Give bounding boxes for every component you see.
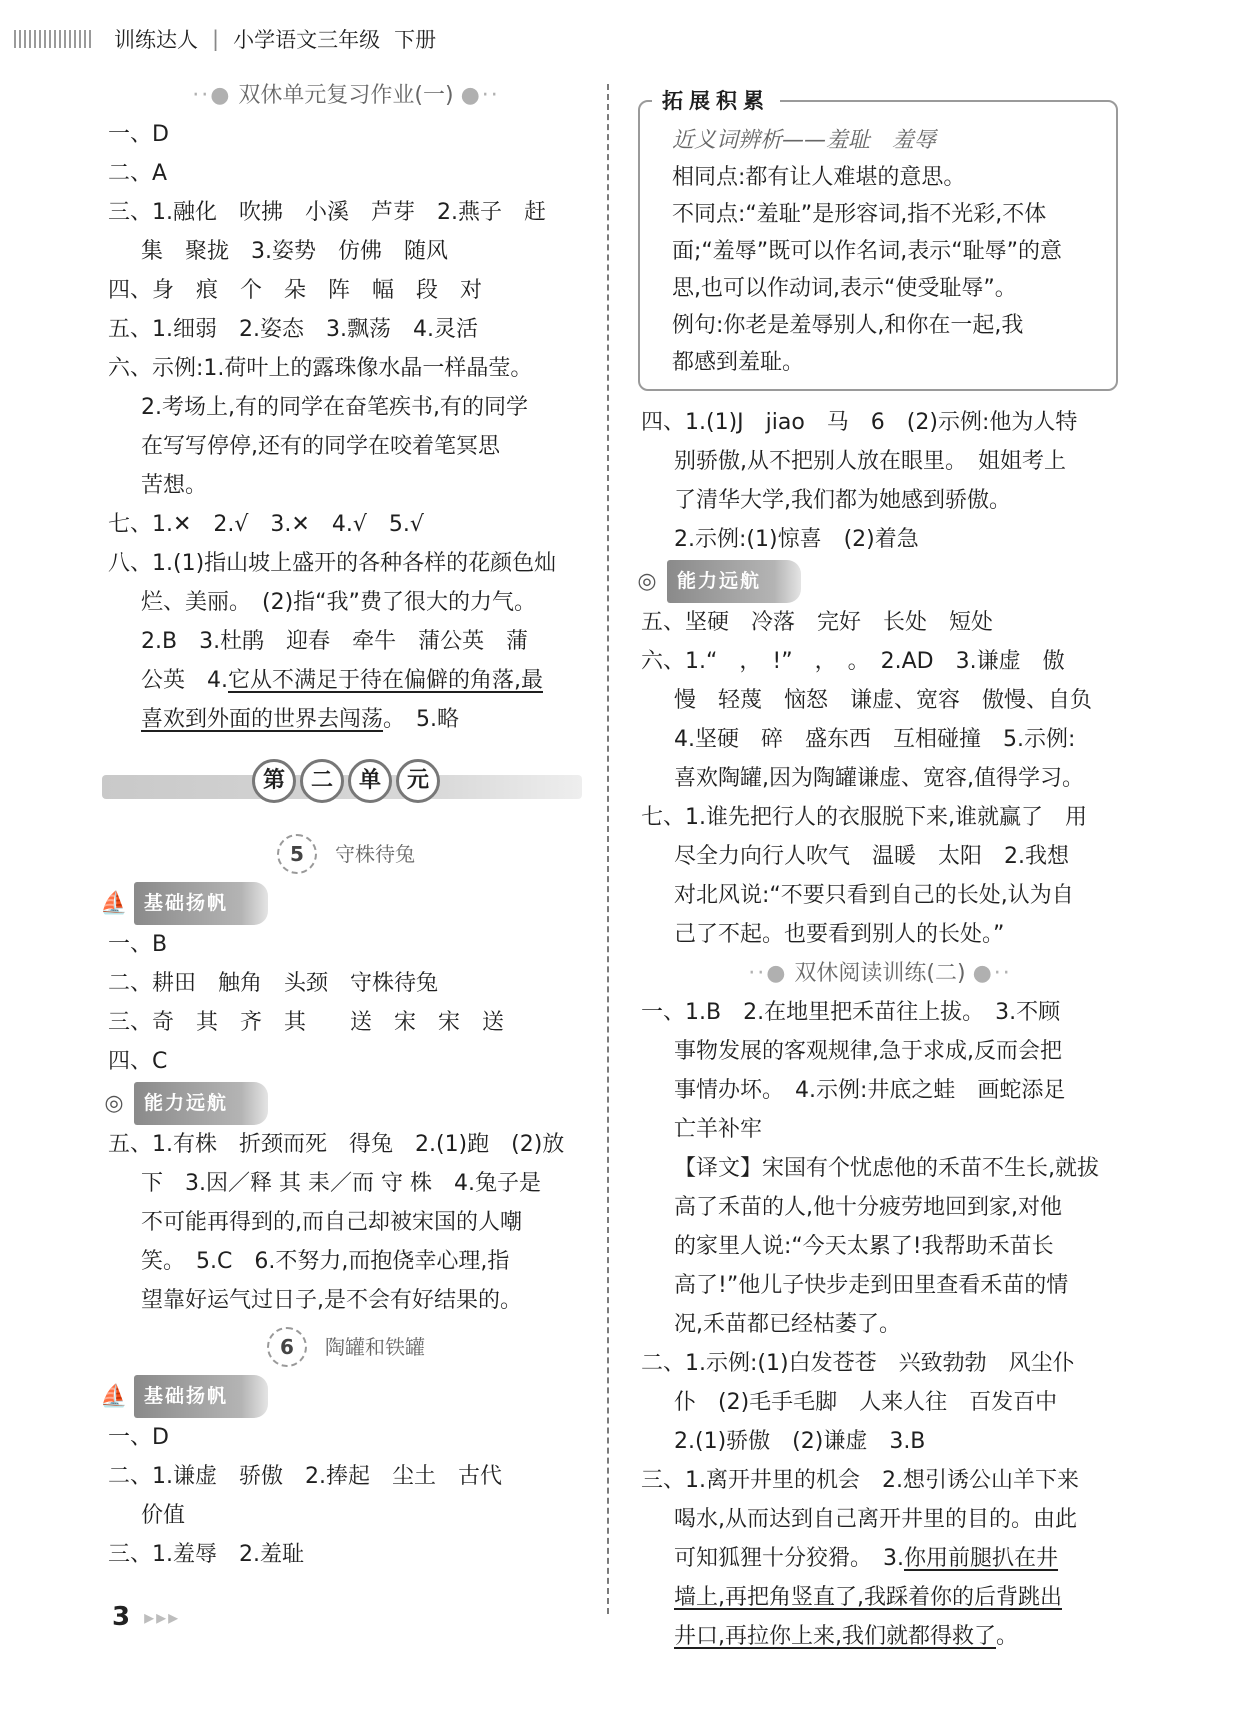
answer-line: 望靠好运气过日子,是不会有好结果的。 (141, 1288, 522, 1313)
series-title: 训练达人 (114, 28, 198, 52)
answer-line: 四、身 痕 个 朵 阵 幅 段 对 (108, 278, 483, 303)
unit-char: 二 (300, 759, 344, 803)
answer-line: 对北风说:“不要只看到自己的长处,认为自 (674, 883, 1074, 908)
answer-line: 在写写停停,还有的同学在咬着笔冥思 (141, 434, 500, 459)
target-icon: ◎ (637, 568, 657, 594)
answer-line: 高了!”他儿子快步走到田里查看禾苗的情 (674, 1273, 1069, 1298)
answer-line: 五、1.细弱 2.姿态 3.飘荡 4.灵活 (108, 317, 478, 342)
answer-line: 价值 (141, 1503, 186, 1528)
answer-line: 【译文】宋国有个忧虑他的禾苗不生长,就拔 (674, 1156, 1099, 1181)
answer-text: 。 5.略 (383, 707, 460, 732)
answer-line: 的家里人说:“今天太累了!我帮助禾苗长 (674, 1234, 1054, 1259)
answer-line: 八、1.(1)指山坡上盛开的各种各样的花颜色灿 (108, 551, 557, 576)
unit-char: 第 (252, 759, 296, 803)
answer-line (641, 1539, 1119, 1578)
dots-right-icon: ●·· (460, 83, 500, 108)
section-title-reading-2 (641, 954, 1119, 993)
answer-line: 事情办坏。 4.示例:井底之蛙 画蛇添足 (674, 1078, 1066, 1103)
answer-line: 喝水,从而达到自己离开井里的目的。由此 (674, 1507, 1077, 1532)
sailboat-icon: ⛵ (100, 1383, 128, 1409)
answer-line: 别骄傲,从不把别人放在眼里。 姐姐考上 (674, 449, 1066, 474)
answer-line (108, 661, 584, 700)
dots-left-icon: ··● (192, 83, 232, 108)
answer-line: 4.坚硬 碎 盛东西 互相碰撞 5.示例: (674, 727, 1076, 752)
tag-basic (100, 881, 584, 925)
box-line: 面;“羞辱”既可以作名词,表示“耻辱”的意 (672, 239, 1062, 264)
box-subhead: 近义词辨析——羞耻 羞辱 (672, 128, 937, 153)
volume-title: 下册 (394, 28, 437, 52)
dots-left-icon: ··● (748, 961, 788, 986)
answer-line: 尽全力向行人吹气 温暖 太阳 2.我想 (674, 844, 1069, 869)
tag-ability (100, 1081, 584, 1125)
target-icon: ◎ (104, 1090, 124, 1116)
tag-label: 能力远航 (134, 1082, 268, 1125)
header-separator: | (212, 27, 220, 51)
answer-text: 。 (996, 1624, 1019, 1649)
answer-line: 2.(1)骄傲 (2)谦虚 3.B (674, 1429, 926, 1454)
answer-line: 慢 轻蔑 恼怒 谦虚、宽容 傲慢、自负 (674, 688, 1093, 713)
answer-line: 七、1.谁先把行人的衣服脱下来,谁就赢了 用 (641, 805, 1087, 830)
answer-line: 四、C (108, 1049, 168, 1074)
answer-line: 三、奇 其 齐 其 送 宋 宋 送 (108, 1010, 505, 1035)
page-header (14, 22, 436, 56)
answer-line: 六、示例:1.荷叶上的露珠像水晶一样晶莹。 (108, 356, 533, 381)
extension-box-title: 拓展积累 (652, 86, 780, 116)
answer-line: 况,禾苗都已经枯萎了。 (674, 1312, 901, 1337)
answer-line: 七、1.✕ 2.√ 3.✕ 4.√ 5.√ (108, 512, 424, 537)
answer-line: 二、耕田 触角 头颈 守株待兔 (108, 971, 439, 996)
answer-line: 笑。 5.C 6.不努力,而抱侥幸心理,指 (141, 1249, 510, 1274)
section-title-text: 双休阅读训练(二) (794, 961, 966, 986)
answer-line: 五、坚硬 冷落 完好 长处 短处 (641, 610, 994, 635)
answer-line: 不可能再得到的,而自己却被宋国的人嘲 (141, 1210, 522, 1235)
answer-line: 下 3.因／释 其 耒／而 守 株 4.兔子是 (141, 1171, 541, 1196)
tag-label: 能力远航 (667, 560, 801, 603)
section-title-review-1 (108, 76, 584, 115)
answer-line: 集 聚拢 3.姿势 仿佛 随风 (141, 239, 448, 264)
underlined-answer: 喜欢到外面的世界去闯荡 (141, 707, 384, 732)
underlined-answer: 井口,再拉你上来,我们就都得救了 (674, 1624, 996, 1649)
lesson-heading-6 (108, 1320, 584, 1374)
answer-line: 三、1.羞辱 2.羞耻 (108, 1542, 304, 1567)
underlined-answer: 墙上,再把角竖直了,我踩着你的后背跳出 (674, 1585, 1062, 1610)
tag-ability (633, 559, 1119, 603)
sailboat-icon: ⛵ (100, 890, 128, 916)
answer-line: 仆 (2)毛手毛脚 人来人往 百发百中 (674, 1390, 1058, 1415)
extension-box (638, 89, 1118, 391)
answer-line: 喜欢陶罐,因为陶罐谦虚、宽容,值得学习。 (674, 766, 1084, 791)
left-column (100, 76, 584, 1574)
answer-line: 己了不起。也要看到别人的长处。” (674, 922, 1005, 947)
unit-char: 单 (348, 759, 392, 803)
answer-line: 三、1.融化 吹拂 小溪 芦芽 2.燕子 赶 (108, 200, 546, 225)
underlined-answer: 它从不满足于待在偏僻的角落,最 (228, 668, 543, 693)
lesson-number-badge: 6 (267, 1327, 307, 1367)
answer-line (641, 1578, 1119, 1617)
answer-line: 苦想。 (141, 473, 208, 498)
answer-line: 三、1.离开井里的机会 2.想引诱公山羊下来 (641, 1468, 1079, 1493)
column-divider (607, 84, 609, 1614)
arrow-icon: ▸▸▸ (144, 1605, 181, 1629)
answer-line: 了清华大学,我们都为她感到骄傲。 (674, 488, 1011, 513)
answer-line: 烂、美丽。 (2)指“我”费了很大的力气。 (141, 590, 536, 615)
answer-text: 公英 4. (141, 668, 228, 693)
lesson-title: 陶罐和铁罐 (325, 1334, 425, 1359)
answer-line: 六、1.“ ， !” ， 。 2.AD 3.谦虚 傲 (641, 649, 1065, 674)
box-line: 不同点:“羞耻”是形容词,指不光彩,不体 (672, 202, 1047, 227)
dots-right-icon: ●·· (972, 961, 1012, 986)
lesson-heading-5 (108, 827, 584, 881)
answer-line: 2.考场上,有的同学在奋笔疾书,有的同学 (141, 395, 528, 420)
answer-line: 五、1.有株 折颈而死 得兔 2.(1)跑 (2)放 (108, 1132, 565, 1157)
box-line: 相同点:都有让人难堪的意思。 (672, 165, 966, 190)
subject-title: 小学语文三年级 (233, 28, 381, 52)
lesson-title: 守株待兔 (335, 841, 415, 866)
header-barcode-decoration (14, 30, 92, 48)
box-line: 例句:你老是羞辱别人,和你在一起,我 (672, 313, 1024, 338)
right-column (637, 76, 1119, 1656)
answer-line: 一、D (108, 1425, 169, 1450)
answer-line (641, 1617, 1119, 1656)
unit-banner-chars (252, 759, 444, 803)
lesson-number-badge: 5 (277, 834, 317, 874)
tag-label: 基础扬帆 (134, 882, 268, 925)
answer-line: 事物发展的客观规律,急于求成,反而会把 (674, 1039, 1062, 1064)
answer-line: 四、1.(1)J jiao 马 6 (2)示例:他为人特 (641, 410, 1078, 435)
box-line: 都感到羞耻。 (672, 350, 805, 375)
answer-line: 二、1.谦虚 骄傲 2.捧起 尘土 古代 (108, 1464, 502, 1489)
answer-line: 2.B 3.杜鹃 迎春 牵牛 蒲公英 蒲 (141, 629, 529, 654)
unit-char: 元 (396, 759, 440, 803)
answer-line: 一、B (108, 932, 168, 957)
tag-basic (100, 1374, 584, 1418)
answer-line: 高了禾苗的人,他十分疲劳地回到家,对他 (674, 1195, 1062, 1220)
answer-line: 一、1.B 2.在地里把禾苗往上拔。 3.不顾 (641, 1000, 1061, 1025)
answer-line: 二、1.示例:(1)白发苍苍 兴致勃勃 风尘仆 (641, 1351, 1075, 1376)
tag-label: 基础扬帆 (134, 1375, 268, 1418)
underlined-answer: 你用前腿扒在井 (904, 1546, 1059, 1571)
box-line: 思,也可以作动词,表示“使受耻辱”。 (672, 276, 1017, 301)
unit-banner (102, 753, 582, 817)
answer-line: 2.示例:(1)惊喜 (2)着急 (674, 527, 919, 552)
answer-text: 可知狐狸十分狡猾。 3. (674, 1546, 904, 1571)
section-title-text: 双休单元复习作业(一) (238, 83, 454, 108)
page-number: 3 (112, 1602, 131, 1632)
answer-line: 二、A (108, 161, 168, 186)
answer-line (108, 700, 584, 739)
answer-line: 亡羊补牢 (674, 1117, 763, 1142)
answer-line: 一、D (108, 122, 169, 147)
page-footer (112, 1602, 180, 1632)
